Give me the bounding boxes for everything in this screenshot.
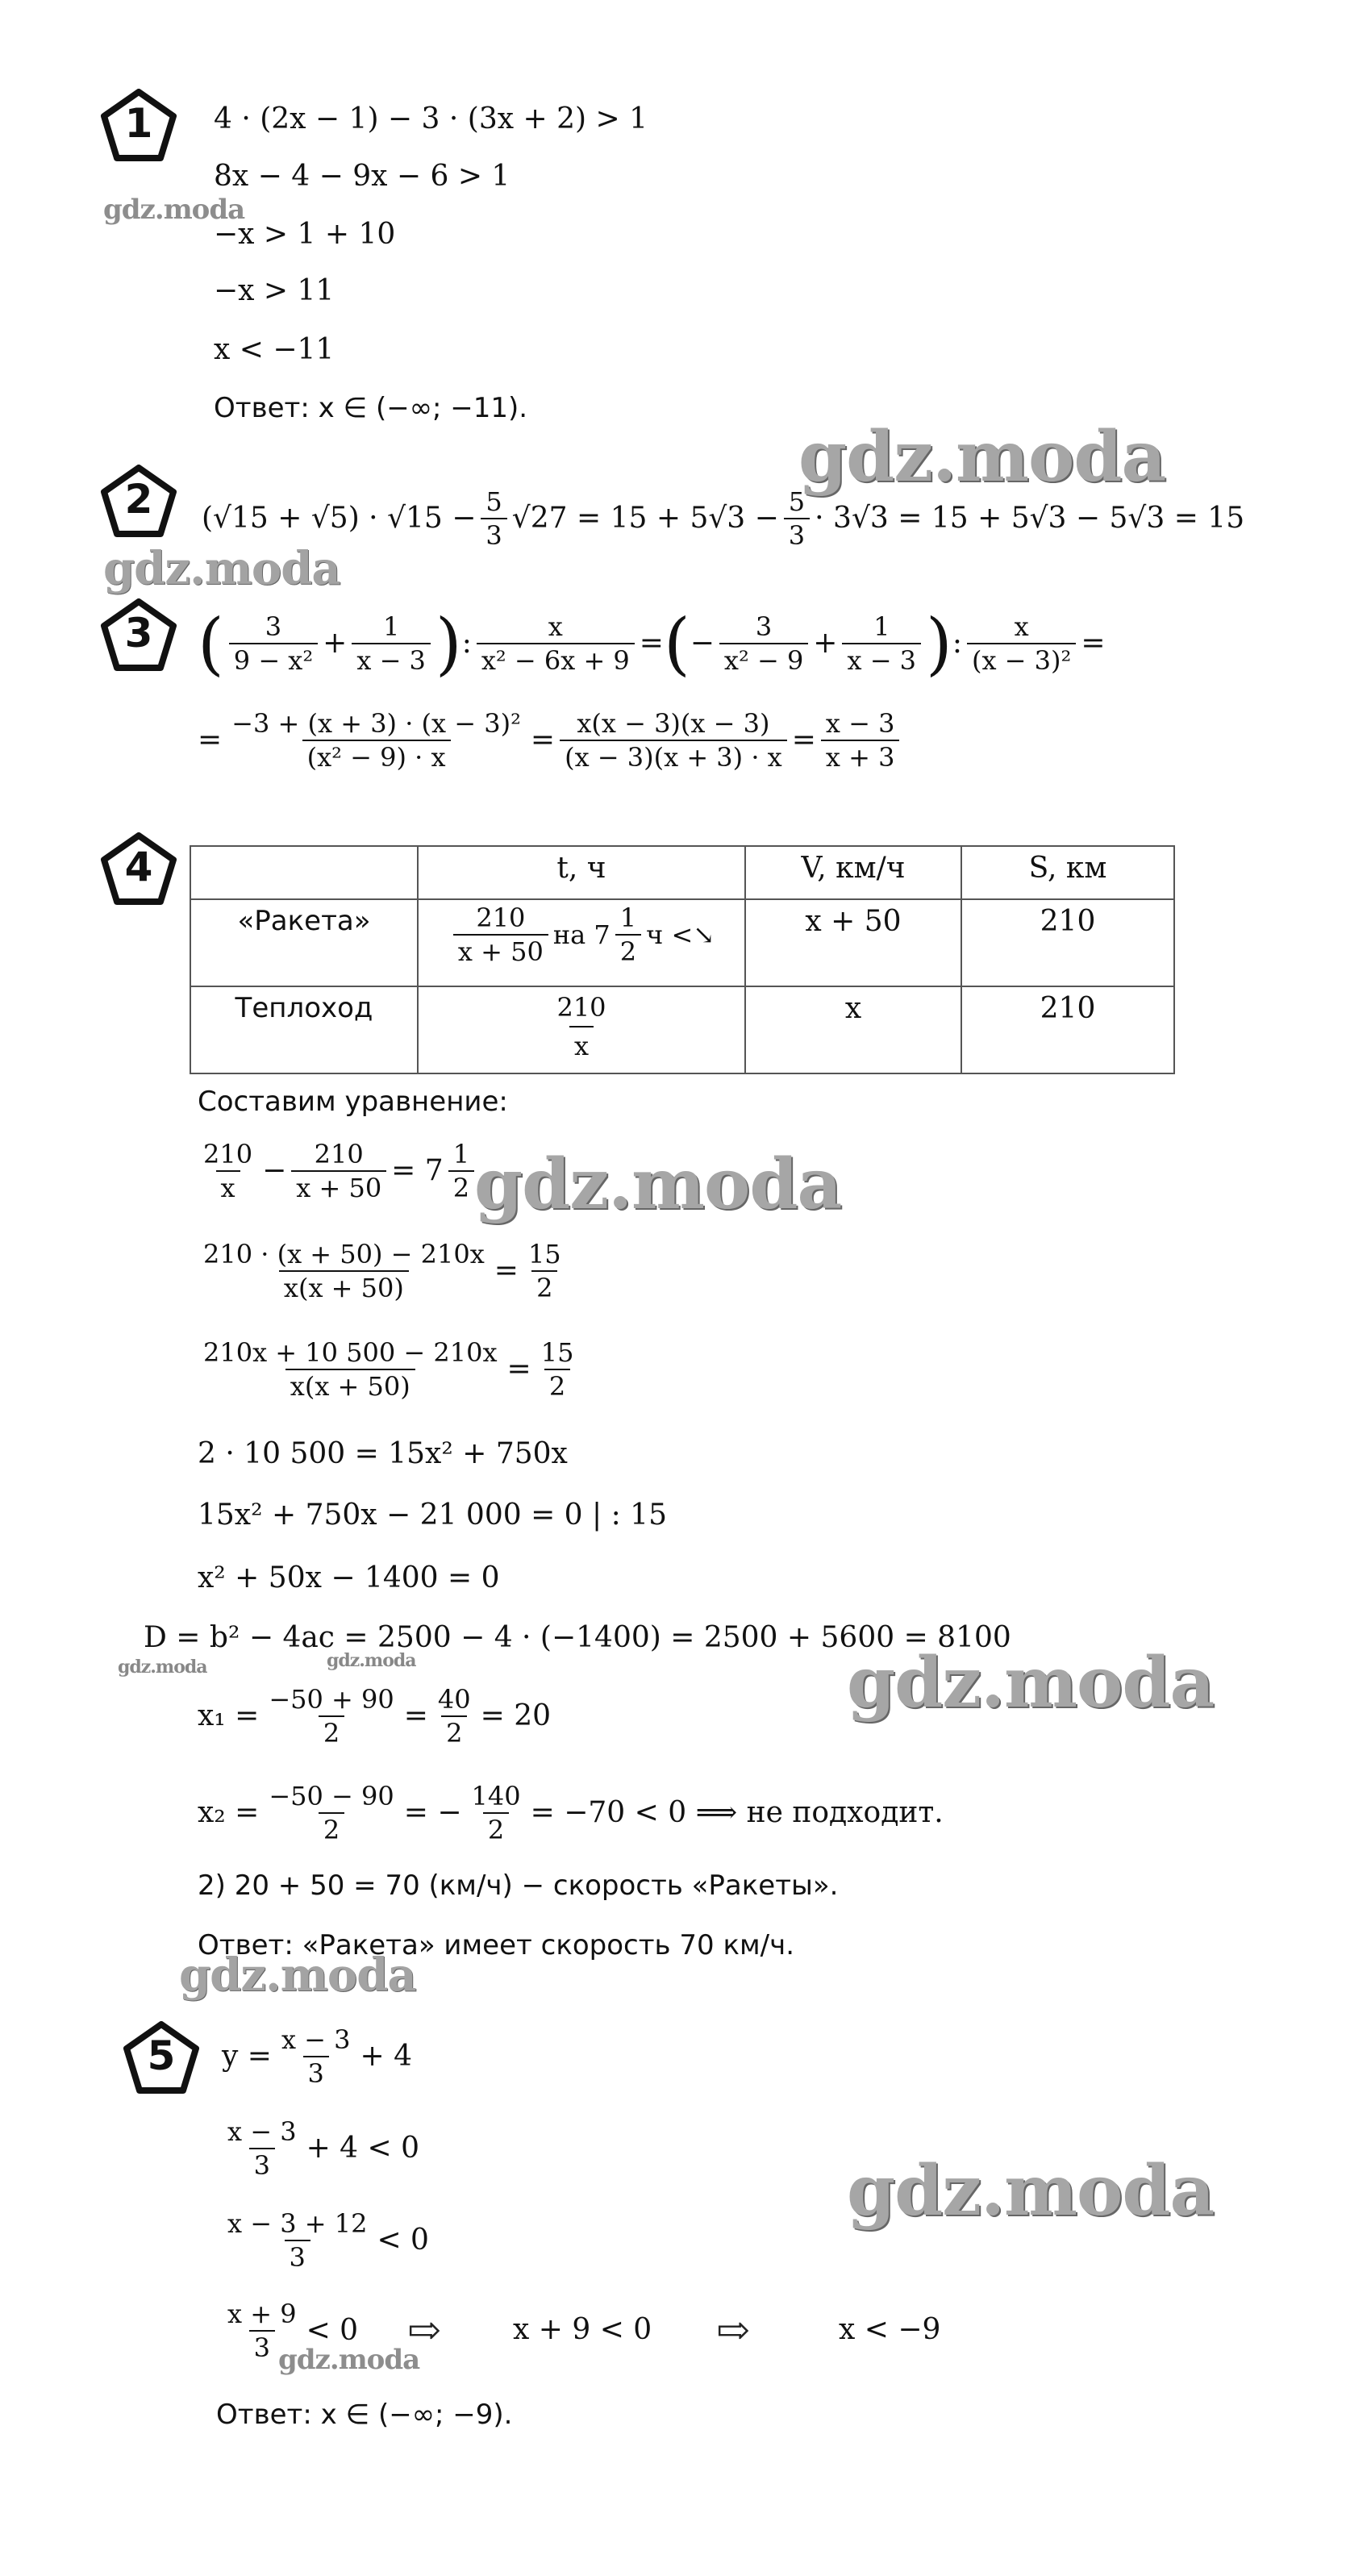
problem-number: 5 <box>147 2032 176 2079</box>
problem-4-badge <box>100 832 177 905</box>
p5-line-4: $\frac{x + 9}{3}$ < 0 <box>218 2290 358 2371</box>
p5-line-1: y = $\frac{x - 3}{3}$ + 4 <box>222 2024 413 2089</box>
fraction: $\frac{x}{\text{(x − 3)²}}$ <box>967 614 1076 673</box>
p1-line-1: 4 · (2x − 1) − 3 · (3x + 2) > 1 <box>214 102 648 135</box>
fraction: $\frac{3}{\text{9 − x²}}$ <box>229 614 318 673</box>
row-name: «Ракета» <box>190 899 418 986</box>
fraction: $\frac{140}{2}$ <box>471 1781 521 1845</box>
watermark: gdz.moda <box>327 1650 416 1671</box>
p5-step-mid: x + 9 < 0 <box>513 2313 652 2346</box>
distance-cell: 210 <box>961 986 1174 1073</box>
paren: ( <box>663 604 690 683</box>
paren: ) <box>926 604 952 683</box>
discriminant: D = b² − 4ac = 2500 − 4 · (−1400) = 2500 + 5600 = 8100 <box>144 1621 1011 1654</box>
fraction: $\frac{210 \cdot (x + 50) - 210x}{x(x + 50)}$ <box>203 1239 485 1303</box>
step-2: 2) 20 + 50 = 70 (км/ч) − скорость «Ракеты». <box>198 1869 839 1902</box>
p1-line-4: −x > 11 <box>214 274 335 307</box>
table-header-row <box>190 846 1174 899</box>
time-cell <box>418 899 745 986</box>
problem-number: 1 <box>124 100 153 147</box>
root-2: x₂ = $\frac{-50 - 90}{2}$ = − $\frac{140}{2}$ = −70 < 0 ⟹ не подходит. <box>198 1781 944 1845</box>
table-row <box>190 986 1174 1073</box>
problem-number: 4 <box>124 844 153 890</box>
problem-number: 2 <box>124 476 153 523</box>
fraction: $\frac{5}{3}$ <box>784 489 810 548</box>
watermark: gdz.moda <box>278 2344 420 2376</box>
p1-line-2: 8x − 4 − 9x − 6 > 1 <box>214 160 510 193</box>
p1-line-3: −x > 1 + 10 <box>214 218 396 251</box>
paren: ) <box>435 604 462 683</box>
equation-1: $\frac{210}{x}$ − $\frac{210}{x + 50}$ = 7 $\frac{1}{2}$ <box>194 1131 479 1211</box>
watermark: gdz.moda <box>179 1949 416 2002</box>
motion-table <box>190 845 1175 1074</box>
p5-line-3: $\frac{x - 3 + 12}{3}$ < 0 <box>218 2200 429 2281</box>
distance-cell: 210 <box>961 899 1174 986</box>
p5-answer: Ответ: x ∈ (−∞; −9). <box>216 2399 513 2431</box>
fraction: $\frac{\text{−3 + (x + 3) · (x − 3)²}}{\text{(x² − 9) · x}}$ <box>231 708 521 773</box>
fraction: $\frac{210}{x + 50}$ <box>453 905 548 965</box>
speed-cell: x + 50 <box>745 899 961 986</box>
implies-arrow-icon: ⇨ <box>407 2307 441 2353</box>
fraction: $\frac{x(x - 3)(x - 3)}{(x - 3)(x + 3) \cdot x}$ <box>560 711 787 770</box>
equation-5: 15x² + 750x − 21 000 = 0 | : 15 <box>198 1498 667 1532</box>
problem-number: 3 <box>124 610 153 657</box>
fraction: $\frac{-50 + 90}{2}$ <box>269 1684 394 1749</box>
fraction: $\frac{1}{2}$ <box>615 905 641 965</box>
root-1: x₁ = $\frac{-50 + 90}{2}$ = $\frac{40}{2}$ = 20 <box>198 1684 552 1749</box>
watermark: gdz.moda <box>847 1642 1215 1724</box>
p1-line-5: x < −11 <box>214 333 335 366</box>
table-header-cell <box>190 846 418 899</box>
problem-1-badge <box>100 89 177 161</box>
time-note-unit: ч <↘ <box>646 919 715 950</box>
table-header-cell: V, км/ч <box>745 846 961 899</box>
fraction: $\frac{5}{3}$ <box>481 489 506 548</box>
p3-row-2: = $\frac{\text{−3 + (x + 3) · (x − 3)²}}{\text{(x² − 9) · x}}$ = $\frac{x(x - 3)(x - 3)}{(x - 3)(x + 3) \cdot x}$ = $\frac{x - 3}{x + 3}$ <box>198 700 904 781</box>
fraction: $\frac{40}{2}$ <box>437 1684 471 1749</box>
fraction: $\frac{x - 3 + 12}{3}$ <box>227 2208 368 2273</box>
fraction: $\frac{1}{2}$ <box>448 1141 474 1201</box>
fraction: $\frac{x - 3}{3}$ <box>227 2116 297 2181</box>
fraction: $\frac{x - 3}{3}$ <box>281 2024 351 2089</box>
p1-answer: Ответ: x ∈ (−∞; −11). <box>214 392 528 424</box>
watermark: gdz.moda <box>103 194 245 226</box>
problem-5-badge <box>123 2021 200 2094</box>
p5-step-end: x < −9 <box>839 2313 941 2346</box>
equation-2: $\frac{210 \cdot (x + 50) - 210x}{x(x + 50)}$ = $\frac{15}{2}$ <box>194 1231 571 1311</box>
p2-expression <box>202 486 1245 551</box>
p4-answer: Ответ: «Ракета» имеет скорость 70 км/ч. <box>198 1929 794 1961</box>
fraction: $\frac{x - 3}{x + 3}$ <box>821 711 900 770</box>
watermark: gdz.moda <box>103 542 340 595</box>
equation-3: $\frac{210x + 10 500 - 210x}{x(x + 50)}$ = $\frac{15}{2}$ <box>194 1329 583 1410</box>
time-cell <box>418 986 745 1073</box>
row-name: Теплоход <box>190 986 418 1073</box>
p5-line-2: $\frac{x - 3}{3}$ + 4 < 0 <box>218 2108 419 2189</box>
p2-part-c: · 3√3 = 15 + 5√3 − 5√3 = 15 <box>815 502 1245 535</box>
fraction: $\frac{3}{\text{x² − 9}}$ <box>719 614 808 673</box>
compose-label: Составим уравнение: <box>198 1086 508 1118</box>
implies-arrow-icon: ⇨ <box>716 2307 750 2353</box>
table-header-cell: S, км <box>961 846 1174 899</box>
fraction: $\frac{x + 9}{3}$ <box>227 2299 297 2363</box>
fraction: $\frac{1}{x - 3}$ <box>842 614 921 673</box>
fraction: $\frac{x}{\text{x² − 6x + 9}}$ <box>477 614 635 673</box>
watermark: gdz.moda <box>474 1144 842 1225</box>
problem-3-badge <box>100 598 177 671</box>
watermark: gdz.moda <box>847 2150 1215 2232</box>
watermark: gdz.moda <box>798 416 1166 498</box>
fraction: $\frac{15}{2}$ <box>527 1239 561 1303</box>
fraction: $\frac{210}{x}$ <box>203 1139 253 1203</box>
table-header-cell: t, ч <box>418 846 745 899</box>
fraction: $\frac{210}{x + 50}$ <box>291 1141 386 1201</box>
p3-row-1: ( $\frac{3}{\text{9 − x²}}$ + $\frac{1}{x - 3}$ ) : $\frac{x}{\text{x² − 6x + 9}}$ = ( − $\frac{3}{\text{x² − 9}}$ + $\frac{1}{x - 3}$ ) : $\frac{x}{\text{(x − 3)²}}$ = <box>198 604 1106 683</box>
speed-cell: x <box>745 986 961 1073</box>
equation-6: x² + 50x − 1400 = 0 <box>198 1561 500 1594</box>
watermark: gdz.moda <box>118 1657 207 1678</box>
p2-part-b: √27 = 15 + 5√3 − <box>511 502 779 535</box>
time-note: на 7 <box>552 919 610 950</box>
equation-4: 2 · 10 500 = 15x² + 750x <box>198 1437 568 1470</box>
fraction: $\frac{210}{x}$ <box>556 992 606 1061</box>
problem-2-badge <box>100 465 177 537</box>
fraction: $\frac{210x + 10 500 - 210x}{x(x + 50)}$ <box>203 1337 498 1402</box>
fraction: $\frac{1}{x - 3}$ <box>352 614 431 673</box>
table-row <box>190 899 1174 986</box>
fraction: $\frac{-50 - 90}{2}$ <box>269 1781 394 1845</box>
p2-part-a: (√15 + √5) · √15 − <box>202 502 477 535</box>
fraction: $\frac{15}{2}$ <box>540 1337 574 1402</box>
paren: ( <box>198 604 224 683</box>
